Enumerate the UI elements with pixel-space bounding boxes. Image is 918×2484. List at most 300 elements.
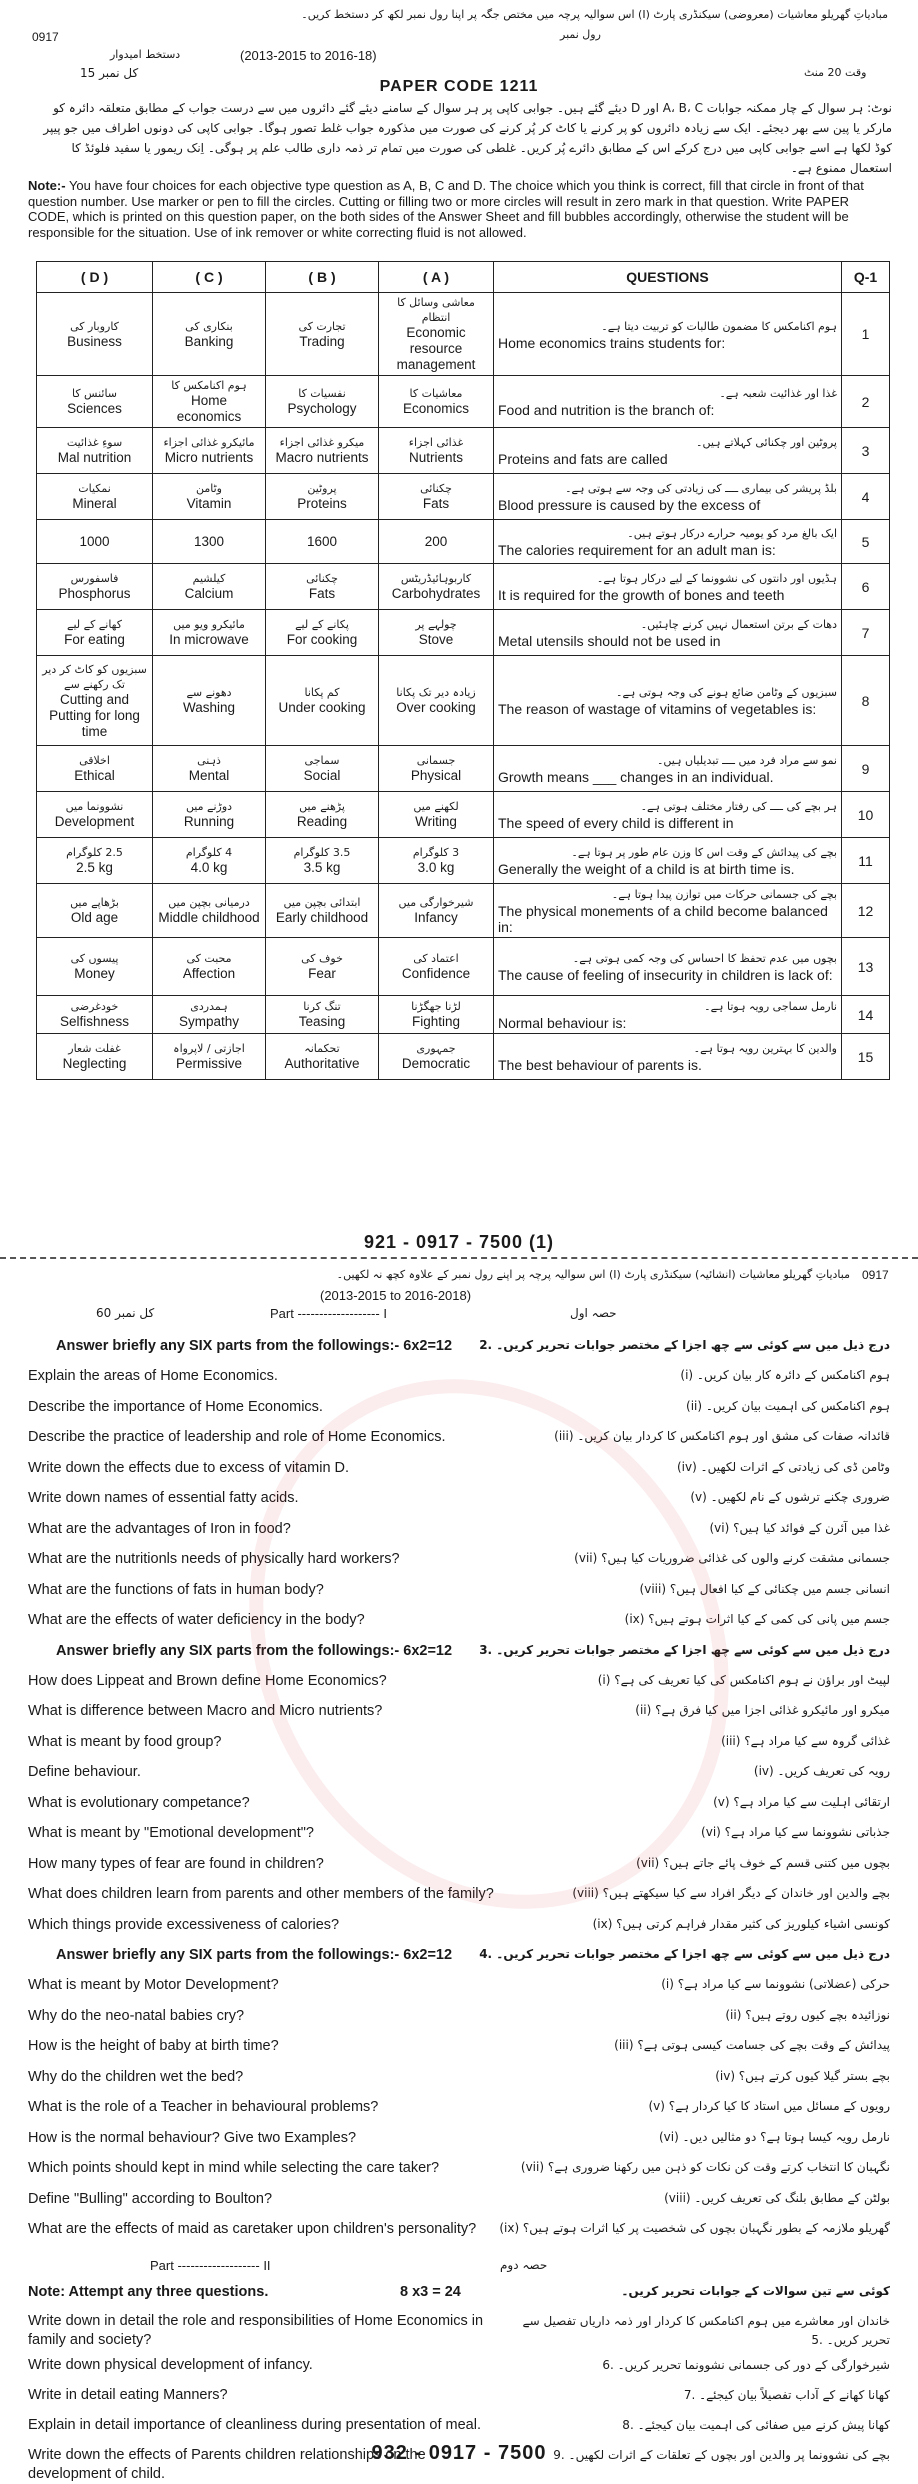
long-question [28, 2416, 890, 2435]
option-a-text: Nutrients [408, 450, 464, 465]
short-question-english: Write down the effects due to excess of vitamin D. [28, 1459, 350, 1476]
question-english: Proteins and fats are called [498, 451, 668, 467]
option-d-text: Development [54, 814, 135, 829]
option-b-text: Under cooking [278, 700, 366, 715]
option-c-text: Calcium [184, 586, 234, 601]
section-heading-english: Answer briefly any SIX parts from the followings:- 6x2=12 [56, 1338, 453, 1354]
question-urdu: غذا اور غذائیت شعبہ ہے۔ [719, 387, 837, 400]
mcq-row [37, 564, 890, 610]
option-b-urdu: نفسیات کا [298, 387, 346, 400]
option-b-text: Proteins [297, 496, 347, 511]
short-question-english: Define "Bulling" according to Boulton? [28, 2190, 273, 2207]
option-c [153, 746, 266, 792]
option-c [153, 564, 266, 610]
short-question-urdu: نگہبان کا انتخاب کرتے وقت کن نکات کو ذہن میں رکھنا ضروری ہے؟ (vii) [520, 2160, 890, 2174]
option-d-urdu: سائنس کا [71, 387, 118, 400]
option-d [37, 884, 153, 938]
option-a [379, 938, 494, 996]
table-header-row [37, 262, 890, 293]
section-heading-english: Answer briefly any SIX parts from the followings:- 6x2=12 [56, 1947, 453, 1963]
short-question-english: What are the advantages of Iron in food? [28, 1520, 291, 1537]
option-d [37, 610, 153, 656]
short-question-urdu: نوزائیدہ بچے کیوں روتے ہیں؟ (ii) [725, 2007, 890, 2022]
question-cell [494, 293, 842, 376]
header-d: ( D ) [37, 262, 153, 293]
option-b [266, 376, 379, 428]
option-d-text: Sciences [67, 401, 122, 416]
option-c-urdu: 4 کلوگرام [185, 846, 233, 859]
option-c [153, 792, 266, 838]
question-number: 13 [842, 938, 890, 996]
option-d-text: Neglecting [62, 1056, 127, 1071]
option-c-urdu: وٹامن [196, 482, 222, 495]
question-urdu: بچوں میں عدم تحفظ کا احساس کی وجہ کمی ہوتی ہے۔ [572, 952, 837, 965]
option-a-text: Stove [418, 632, 454, 647]
option-c [153, 1034, 266, 1080]
option-a-text: Physical [410, 768, 462, 783]
question-cell [494, 428, 842, 474]
option-d-urdu: کاروبار کی [70, 319, 119, 333]
option-d-urdu: نمکیات [78, 482, 111, 495]
option-d-text: For eating [64, 632, 125, 647]
option-d [37, 996, 153, 1034]
option-c [153, 376, 266, 428]
question-urdu: پروٹین اور چکنائی کہلاتے ہیں۔ [696, 436, 837, 449]
option-c [153, 520, 266, 564]
short-question-urdu: وٹامن ڈی کی زیادتی کے اثرات لکھیں۔ (iv) [676, 1459, 890, 1474]
option-a-urdu: اعتماد کی [413, 952, 459, 965]
paper2-footer: 932 - 0917 - 7500 [371, 2442, 547, 2464]
option-a-text: Confidence [401, 966, 471, 981]
option-b [266, 746, 379, 792]
short-question-urdu: جسم میں پانی کی کمی کے کیا اثرات ہوتے ہیں؟ (ix) [624, 1612, 890, 1626]
option-a [379, 564, 494, 610]
short-question [28, 2069, 890, 2099]
mcq-table [36, 261, 890, 1080]
option-d-text: Old age [70, 910, 119, 925]
short-question [28, 2038, 890, 2068]
short-question-english: What is meant by food group? [28, 1733, 222, 1750]
option-d [37, 656, 153, 746]
short-question-english: What is evolutionary competance? [28, 1794, 250, 1811]
long-question-urdu: شیرخوارگی کے دور کی جسمانی نشوونما تحریر کریں۔ .6 [602, 2357, 890, 2372]
short-question-urdu: لپیٹ اور براؤن نے ہوم اکنامکس کی کیا تعریف کی ہے؟ (i) [597, 1672, 890, 1687]
short-question [28, 2221, 890, 2251]
option-c-text: Running [183, 814, 235, 829]
option-c-text: Middle childhood [158, 910, 260, 925]
long-question-english: Write down physical development of infancy. [28, 2356, 313, 2373]
short-question-urdu: ہوم اکنامکس کی اہمیت بیان کریں۔ (ii) [686, 1398, 890, 1413]
question-number: 8 [842, 656, 890, 746]
option-a-urdu: چولہے پر [415, 618, 457, 631]
option-d [37, 376, 153, 428]
option-a-text: Fats [422, 496, 450, 511]
short-question-english: What is the role of a Teacher in behavioural problems? [28, 2099, 379, 2115]
option-c-text: 1300 [193, 533, 225, 549]
header-b: ( B ) [266, 262, 379, 293]
question-number: 15 [842, 1034, 890, 1080]
option-c-text: Mental [188, 768, 230, 783]
short-question [28, 2191, 890, 2221]
question-urdu: ہر بچے کی ــــ کی رفتار مختلف ہوتی ہے۔ [640, 800, 837, 813]
short-question-english: How does Lippeat and Brown define Home Economics? [28, 1672, 387, 1689]
option-b [266, 792, 379, 838]
header-questions: QUESTIONS [494, 262, 842, 293]
mcq-row [37, 520, 890, 564]
question-cell [494, 376, 842, 428]
long-question-english: Write down in detail the role and responsibilities of Home Economics in family and society? [28, 2312, 484, 2348]
short-question-urdu: رویہ کی تعریف کریں۔ (iv) [753, 1764, 890, 1778]
short-question-english: What are the effects of water deficiency in the body? [28, 1612, 365, 1628]
option-d-urdu: فاسفورس [70, 572, 119, 585]
option-d-text: 1000 [79, 533, 110, 549]
header-c: ( C ) [153, 262, 266, 293]
option-c [153, 428, 266, 474]
long-question [28, 2356, 890, 2375]
short-question-urdu: ارتقائی اہلیت سے کیا مراد ہے؟ (v) [713, 1794, 890, 1809]
short-question [28, 2130, 890, 2160]
option-a-text: Over cooking [396, 700, 476, 715]
option-b-urdu: سماجی [304, 754, 340, 767]
option-c-text: Affection [182, 966, 236, 981]
question-cell [494, 610, 842, 656]
question-cell [494, 938, 842, 996]
question-urdu: دھات کے برتن استعمال نہیں کرنے چاہئیں۔ [640, 618, 837, 631]
question-urdu: بلڈ پریشر کی بیماری ــــ کی زیادتی کی وجہ سے ہوتی ہے۔ [565, 482, 837, 495]
option-b-text: 1600 [306, 533, 338, 549]
option-d-urdu: کھانے کے لیے [67, 618, 122, 631]
option-b-urdu: پکانے کے لیے [295, 618, 349, 631]
short-question [28, 2099, 890, 2129]
short-question-english: Describe the importance of Home Economics. [28, 1398, 323, 1415]
option-d-urdu: نشوونما میں [65, 800, 124, 813]
option-b-text: Macro nutrients [275, 450, 369, 465]
question-english: The physical monements of a child become balanced in: [498, 903, 828, 935]
short-question-urdu: میکرو اور مائیکرو غذائی اجزا میں کیا فرق ہے؟ (ii) [635, 1703, 890, 1717]
long-question [28, 2386, 890, 2405]
question-number: 10 [842, 792, 890, 838]
option-a-urdu: غذائی اجزاء [408, 436, 464, 449]
question-number: 11 [842, 838, 890, 884]
option-a-urdu: جمہوری [416, 1042, 456, 1055]
short-question-urdu: بچے بستر گیلا کیوں کرتے ہیں؟ (iv) [715, 2068, 890, 2083]
option-a-urdu: زیادہ دیر تک پکانا [396, 686, 476, 699]
question-urdu: بچے کی پیدائش کے وقت اس کا وزن عام طور پر ہوتا ہے۔ [571, 846, 837, 859]
option-d-urdu: سبزیوں کو کاٹ کر دیر تک رکھنے سے [42, 662, 147, 691]
part2-label: Part ------------------- II [150, 2257, 271, 2273]
option-b [266, 938, 379, 996]
page-divider [0, 1257, 918, 1259]
option-d [37, 428, 153, 474]
option-d [37, 938, 153, 996]
mcq-row [37, 938, 890, 996]
option-c [153, 884, 266, 938]
short-question-english: Which points should kept in mind while selecting the care taker? [28, 2160, 440, 2176]
short-question-urdu: ہوم اکنامکس کے دائرہ کار بیان کریں۔ (i) [680, 1368, 890, 1382]
short-question-english: What is meant by "Emotional development"? [28, 1825, 314, 1841]
question-english: Growth means ___ changes in an individual. [498, 769, 774, 785]
option-c-urdu: کیلشیم [192, 572, 226, 585]
short-question-english: Which things provide excessiveness of calories? [28, 1916, 340, 1933]
option-b-urdu: ابتدائی بچپن میں [283, 896, 361, 909]
option-a [379, 428, 494, 474]
option-d [37, 474, 153, 520]
short-question-english: How is the normal behaviour? Give two Examples? [28, 2129, 357, 2146]
question-cell [494, 1034, 842, 1080]
option-c-text: Washing [182, 700, 236, 715]
option-d [37, 792, 153, 838]
option-c [153, 610, 266, 656]
option-c-urdu: درمیانی بچپن میں [168, 896, 250, 909]
option-b [266, 996, 379, 1034]
short-question-urdu: بولٹن کے مطابق بلنگ کی تعریف کریں۔ (viii) [664, 2190, 890, 2205]
question-english: The calories requirement for an adult man is: [498, 542, 776, 558]
option-c-urdu: ذہنی [197, 754, 221, 767]
option-c-text: Sympathy [178, 1014, 240, 1029]
question-number: 4 [842, 474, 890, 520]
question-english: The reason of wastage of vitamins of vegetables is: [498, 701, 817, 717]
option-c-text: Micro nutrients [164, 450, 254, 465]
option-b [266, 520, 379, 564]
option-c-urdu: بنکاری کی [185, 319, 233, 333]
short-question-urdu: جذباتی نشوونما سے کیا مراد ہے؟ (vi) [701, 1825, 890, 1839]
question-urdu: بچے کی جسمانی حرکات میں توازن پیدا ہوتا ہے۔ [611, 888, 837, 901]
short-question [28, 2008, 890, 2038]
option-a [379, 474, 494, 520]
header-a: ( A ) [379, 262, 494, 293]
option-b-urdu: تجارت کی [298, 319, 346, 333]
part2-marks: 8 x3 = 24 [400, 2283, 461, 2300]
question-number: 6 [842, 564, 890, 610]
section-heading-urdu: درج ذیل میں سے کوئی سے چھ اجزا کے مختصر جوابات تحریر کریں۔ .4 [479, 1947, 890, 1961]
option-a [379, 376, 494, 428]
question-cell [494, 792, 842, 838]
option-d-urdu: پیسوں کی [70, 952, 119, 965]
short-question-urdu: غذا میں آئرن کے فوائد کیا ہیں؟ (vi) [709, 1520, 890, 1535]
short-question-urdu: غذائی گروہ سے کیا مراد ہے؟ (iii) [721, 1733, 890, 1748]
paper2-session: (2013-2015 to 2016-2018) [320, 1288, 472, 1303]
option-a-text: Fighting [411, 1014, 461, 1029]
option-d-urdu: سوءِ غذائیت [66, 436, 123, 449]
mcq-row [37, 610, 890, 656]
option-b-urdu: تنگ کرنا [303, 1000, 341, 1013]
option-a-urdu: معاشیات کا [409, 387, 463, 400]
option-a-text: 200 [424, 533, 448, 549]
question-urdu: سبزیوں کے وٹامن ضائع ہونے کی وجہ ہوتی ہے۔ [616, 686, 837, 699]
option-c [153, 838, 266, 884]
option-d [37, 293, 153, 376]
question-cell [494, 656, 842, 746]
part2-note: Note: Attempt any three questions. [28, 2283, 269, 2300]
question-cell [494, 520, 842, 564]
long-question-urdu: بچے کی نشوونما پر والدین اور بچوں کے تعلقات کے اثرات لکھیں۔ .9 [553, 2447, 890, 2462]
session: (2013-2015 to 2016-18) [240, 48, 377, 63]
option-d-text: Selfishness [59, 1014, 130, 1029]
option-b-text: Authoritative [284, 1056, 360, 1071]
option-d-text: Mal nutrition [57, 450, 132, 465]
option-b [266, 293, 379, 376]
option-d-text: Phosphorus [58, 586, 131, 601]
total-marks: کل نمبر 15 [80, 66, 139, 80]
question-urdu: والدین کا بہترین رویہ ہوتا ہے۔ [693, 1042, 837, 1055]
short-question [28, 1917, 890, 1947]
option-c-text: Home economics [176, 393, 242, 424]
time-allowed: وقت 20 منٹ [804, 66, 867, 79]
option-a-text: Democratic [401, 1056, 471, 1071]
part2-note-urdu: کوئی سے تین سوالات کے جوابات تحریر کریں۔ [621, 2283, 890, 2298]
roll-number-label: رول نمبر [560, 28, 601, 41]
option-a [379, 1034, 494, 1080]
urdu-instructions: نوٹ: ہر سوال کے چار ممکنہ جوابات A، B، C اور D دیئے گئے ہیں۔ جوابی کاپی پر ہر سوال کے سامنے دیئے گئے دائروں میں سے درست جواب کے مطابق متعلقہ دائرہ کو مارکر یا پین سے بھر دیجئے۔ ایک سے زیادہ دائروں کو پر کرنے یا کاٹ کر پُر کرنے کی صورت میں مذکورہ جواب غلط تصور ہوگا۔ جوابی کاپی کی دونوں اطراف میں جو پیپر کوڈ لکھا ہے اسے جوابی کاپی میں درج کرکے اس کے مطابق دائرے پُر کریں۔ غلطی کی صورت میں تمام تر ذمہ داری طالب علم پر ہوگی۔ اِنک ریمور یا سفید فلوئڈ کا استعمال ممنوع ہے۔ [43, 101, 892, 175]
mcq-row [37, 746, 890, 792]
question-english: Metal utensils should not be used in [498, 633, 721, 649]
short-question-english: How many types of fear are found in children? [28, 1855, 324, 1872]
question-number: 1 [842, 293, 890, 376]
option-b-urdu: پڑھنے میں [299, 800, 345, 813]
option-a-urdu: لکھنے میں [413, 800, 459, 813]
question-urdu: ہڈیوں اور دانتوں کی نشوونما کے لیے درکار ہوتا ہے۔ [596, 572, 837, 585]
paper2-total-marks: کل نمبر 60 [96, 1306, 155, 1320]
mcq-row [37, 1034, 890, 1080]
option-d-urdu: اخلاقی [79, 754, 110, 767]
option-d-urdu: غفلت شعار [68, 1042, 121, 1055]
option-a [379, 884, 494, 938]
short-question-urdu: رویوں کے مسائل میں استاد کا کیا کردار ہے؟ (v) [648, 2099, 890, 2113]
question-number: 14 [842, 996, 890, 1034]
option-b-urdu: چکنائی [306, 572, 338, 585]
question-cell [494, 746, 842, 792]
question-number: 5 [842, 520, 890, 564]
mcq-row [37, 376, 890, 428]
mcq-row [37, 996, 890, 1034]
option-b-text: 3.5 kg [303, 860, 341, 875]
short-question-english: What are the nutritionls needs of physically hard workers? [28, 1551, 400, 1567]
option-a-urdu: لڑنا جھگڑنا [411, 1000, 461, 1013]
short-question-english: Describe the practice of leadership and role of Home Economics. [28, 1429, 446, 1445]
question-urdu: نارمل سماجی رویہ ہوتا ہے۔ [704, 1000, 837, 1013]
option-b [266, 1034, 379, 1080]
candidate-sign-label: دستخط امیدوار [110, 48, 181, 61]
option-c [153, 656, 266, 746]
option-b [266, 884, 379, 938]
question-english: The speed of every child is different in [498, 815, 734, 831]
short-question-english: Define behaviour. [28, 1764, 141, 1780]
option-a-urdu: چکنائی [420, 482, 452, 495]
option-a [379, 996, 494, 1034]
short-question-urdu: قائدانہ صفات کی مشق اور ہوم اکنامکس کا کردار بیان کریں۔ (iii) [554, 1429, 890, 1443]
short-question-english: What is difference between Macro and Micro nutrients? [28, 1703, 383, 1719]
option-a [379, 520, 494, 564]
option-b-urdu: 3.5 کلوگرام [293, 846, 351, 859]
option-a-text: Economic resource management [396, 325, 476, 372]
paper1-footer: 921 - 0917 - 7500 (1) [363, 1232, 555, 1252]
option-d-urdu: بڑھاپے میں [70, 896, 119, 909]
option-a-text: Carbohydrates [391, 586, 481, 601]
option-a [379, 746, 494, 792]
option-a [379, 792, 494, 838]
paper-code: PAPER CODE 1211 [379, 78, 539, 95]
short-question-english: What are the functions of fats in human body? [28, 1581, 324, 1598]
short-question-english: What is meant by Motor Development? [28, 1977, 279, 1993]
option-b-urdu: خوف کی [301, 952, 343, 965]
short-question-urdu: کونسی اشیاء کیلوریز کی کثیر مقدار فراہم کرتی ہیں؟ (ix) [592, 1916, 890, 1931]
question-number: 2 [842, 376, 890, 428]
option-c [153, 474, 266, 520]
question-english: Blood pressure is caused by the excess of [498, 497, 761, 513]
long-question-urdu: کھانا کھانے کے آداب تفصیلاً بیان کیجئے۔ .7 [683, 2387, 890, 2402]
option-c [153, 938, 266, 996]
option-b-urdu: کم پکانا [304, 686, 340, 699]
section-heading [28, 1338, 890, 1354]
option-c-urdu: اجازتی / لاپرواہ [173, 1042, 245, 1055]
long-question-urdu: کھانا پیش کرنے میں صفائی کی اہمیت بیان کیجئے۔ .8 [622, 2417, 890, 2432]
option-b-text: Early childhood [275, 910, 369, 925]
option-a [379, 656, 494, 746]
short-question-english: Why do the children wet the bed? [28, 2068, 244, 2085]
option-d-text: 2.5 kg [76, 860, 113, 875]
option-b-text: Trading [299, 333, 345, 349]
option-b [266, 838, 379, 884]
short-question-urdu: حرکی (عضلاتی) نشوونما سے کیا مراد ہے؟ (i) [661, 1977, 890, 1991]
part1-label-urdu: حصہ اول [570, 1306, 617, 1320]
option-b-text: Psychology [287, 401, 357, 416]
option-b [266, 656, 379, 746]
question-english: The best behaviour of parents is. [498, 1057, 702, 1073]
option-c-urdu: دوڑنے میں [185, 800, 233, 813]
option-d-text: Business [67, 333, 122, 349]
question-cell [494, 564, 842, 610]
question-number: 9 [842, 746, 890, 792]
urdu-header-line: مبادیاتِ گھریلو معاشیات (معروضی) سیکنڈری پارٹ (I) اس سوالیہ پرچہ میں مختص جگہ پر اپنا رول نمبر لکھ کر دستخط کریں۔ [301, 8, 888, 21]
option-a-text: Economics [402, 401, 470, 416]
note-text: You have four choices for each objective type question as A, B, C and D. The choice which you think is correct, fill that circle in front of that question number. Use marker or pen to fill the circles. Cutting or filling two or more circles will result in zero mark in that question. Write PAPER CODE, which is printed on this question paper, on the both sides of the Answer Sheet and fill bubbles accordingly, otherwise the student will be responsible for the situation. Use of ink remover or white correcting fluid is not allowed. [28, 178, 864, 240]
option-a-urdu: کاربوہائیڈریٹس [400, 572, 472, 585]
option-b-text: Social [303, 768, 341, 783]
short-question-urdu: بچے والدین اور خاندان کے دیگر افراد سے کیا سیکھتے ہیں؟ (viii) [572, 1886, 890, 1900]
option-b-text: Fear [308, 966, 336, 981]
option-d [37, 564, 153, 610]
option-c-text: In microwave [169, 632, 249, 647]
long-question-urdu: خاندان اور معاشرے میں ہوم اکنامکس کا کردار اور ذمہ داریاں تفصیل سے تحریر کریں۔ .5 [522, 2313, 890, 2347]
short-question-urdu: انسانی جسم میں چکنائی کے کیا افعال ہیں؟ (viii) [639, 1581, 890, 1596]
question-urdu: ایک بالغ مرد کو یومیہ حرارے درکار ہوتے ہیں۔ [627, 527, 837, 540]
short-question-english: Write down names of essential fatty acids. [28, 1490, 299, 1506]
option-c-urdu: دھونے سے [186, 686, 232, 699]
long-question [28, 2312, 890, 2350]
long-question-english: Explain in detail importance of cleanliness during presentation of meal. [28, 2416, 481, 2433]
question-cell [494, 474, 842, 520]
option-b-urdu: میکرو غذائی اجزاء [279, 436, 365, 449]
option-a-urdu: جسمانی [416, 754, 456, 767]
part1-label: Part ------------------- I [270, 1306, 387, 1321]
option-c-urdu: محبت کی [186, 952, 232, 965]
short-question-urdu: نارمل رویہ کیسا ہوتا ہے؟ دو مثالیں دیں۔ (vi) [658, 2129, 890, 2144]
option-b [266, 474, 379, 520]
mcq-row [37, 474, 890, 520]
short-question-urdu: گھریلو ملازمہ کے بطور نگہبان بچوں کی شخصیت پر کیا اثرات ہوتے ہیں؟ (ix) [499, 2221, 890, 2235]
option-a-text: 3.0 kg [417, 860, 455, 875]
option-a [379, 610, 494, 656]
option-d [37, 838, 153, 884]
short-question-english: What does children learn from parents and other members of the family? [28, 1886, 494, 1902]
option-d [37, 746, 153, 792]
option-b-urdu: پروٹین [307, 482, 337, 495]
question-english: Home economics trains students for: [498, 334, 726, 351]
mcq-row [37, 792, 890, 838]
short-question-english: What are the effects of maid as caretaker upon children's personality? [28, 2221, 477, 2237]
option-b [266, 428, 379, 474]
option-d-text: Mineral [72, 496, 117, 511]
